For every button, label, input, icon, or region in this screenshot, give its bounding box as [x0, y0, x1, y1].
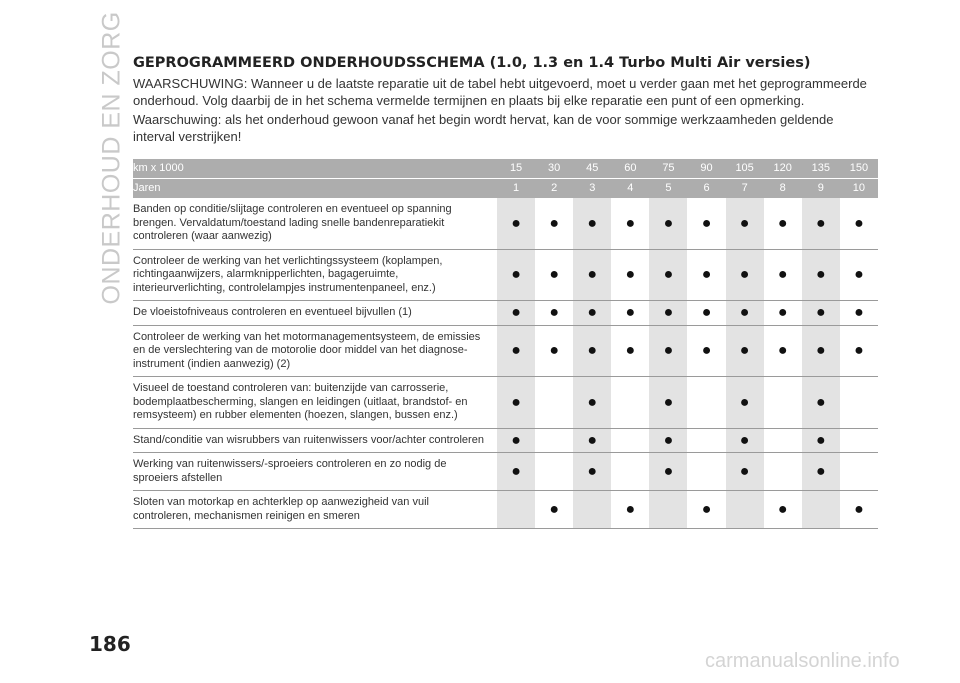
schedule-dot: ● — [687, 198, 725, 249]
section-label-text: ONDERHOUD EN ZORG — [97, 11, 126, 305]
task-description: Stand/conditie van wisrubbers van ruitenwissers voor/achter controleren — [133, 428, 497, 453]
schedule-dot: ● — [764, 325, 802, 377]
schedule-dot: ● — [726, 249, 764, 301]
schedule-dot: ● — [611, 249, 649, 301]
km-header-row — [133, 159, 878, 179]
schedule-dot: ● — [802, 249, 840, 301]
schedule-dot — [611, 377, 649, 429]
schedule-dot: ● — [573, 377, 611, 429]
km-header-row-value: 75 — [649, 159, 687, 179]
main-content — [133, 55, 878, 529]
schedule-dot: ● — [573, 325, 611, 377]
km-header-row-value: 135 — [802, 159, 840, 179]
schedule-dot: ● — [764, 301, 802, 326]
table-row — [133, 491, 878, 529]
km-header-row-value: 15 — [497, 159, 535, 179]
page-title: GEPROGRAMMEERD ONDERHOUDSSCHEMA (1.0, 1.3 en 1.4 Turbo Multi Air versies) — [133, 55, 811, 71]
schedule-dot — [687, 453, 725, 491]
km-header-row-value: 60 — [611, 159, 649, 179]
schedule-dot — [649, 491, 687, 529]
schedule-dot: ● — [649, 377, 687, 429]
years-header-row — [133, 179, 878, 199]
km-header-row-value: 45 — [573, 159, 611, 179]
schedule-dot: ● — [649, 249, 687, 301]
years-header-row-value: 5 — [649, 179, 687, 199]
schedule-dot: ● — [573, 428, 611, 453]
schedule-dot: ● — [802, 428, 840, 453]
schedule-dot: ● — [611, 325, 649, 377]
warning-text: WAARSCHUWING: Wanneer u de laatste reparatie uit de tabel hebt uitgevoerd, moet u verder gaan met het geprogrammeerde onderhoud. Volg daarbij de in het schema vermelde termijnen en plaats bij elke reparatie een punt of een opmerking. — [133, 76, 867, 108]
years-header-row-value: 6 — [687, 179, 725, 199]
task-description: De vloeistofniveaus controleren en eventueel bijvullen (1) — [133, 301, 497, 326]
task-description: Sloten van motorkap en achterklep op aanwezigheid van vuil controleren, mechanismen reinigen en smeren — [133, 491, 497, 529]
schedule-dot — [497, 491, 535, 529]
schedule-dot: ● — [687, 491, 725, 529]
schedule-dot: ● — [497, 301, 535, 326]
schedule-dot: ● — [840, 249, 878, 301]
task-description: Controleer de werking van het motormanagementsysteem, de emissies en de verslechtering van de motorolie door middel van het diagnose-instrument (indien aanwezig) (2) — [133, 325, 497, 377]
schedule-dot: ● — [802, 453, 840, 491]
schedule-dot: ● — [497, 453, 535, 491]
km-header-row-value: 105 — [726, 159, 764, 179]
years-header-row-value: 4 — [611, 179, 649, 199]
schedule-dot: ● — [726, 377, 764, 429]
schedule-dot: ● — [573, 249, 611, 301]
schedule-dot: ● — [535, 325, 573, 377]
schedule-dot: ● — [497, 198, 535, 249]
schedule-dot: ● — [840, 325, 878, 377]
schedule-dot: ● — [497, 428, 535, 453]
schedule-dot: ● — [764, 198, 802, 249]
schedule-dot: ● — [687, 249, 725, 301]
schedule-dot: ● — [649, 301, 687, 326]
table-row — [133, 249, 878, 301]
schedule-dot — [535, 428, 573, 453]
task-description: Banden op conditie/slijtage controleren en eventueel op spanning brengen. Vervaldatum/toestand lading snelle bandenreparatiekit controleren (waar aanwezig) — [133, 198, 497, 249]
schedule-dot — [611, 428, 649, 453]
schedule-dot — [840, 428, 878, 453]
schedule-dot — [726, 491, 764, 529]
schedule-dot: ● — [573, 301, 611, 326]
schedule-dot — [535, 377, 573, 429]
schedule-dot — [840, 377, 878, 429]
schedule-dot: ● — [573, 453, 611, 491]
years-header-row-value: 3 — [573, 179, 611, 199]
schedule-dot: ● — [535, 301, 573, 326]
schedule-dot: ● — [535, 198, 573, 249]
schedule-dot: ● — [802, 377, 840, 429]
task-description: Werking van ruitenwissers/-sproeiers controleren en zo nodig de sproeiers afstellen — [133, 453, 497, 491]
schedule-dot — [802, 491, 840, 529]
schedule-dot: ● — [840, 491, 878, 529]
years-header-row-value: 7 — [726, 179, 764, 199]
schedule-dot: ● — [802, 301, 840, 326]
years-header-row-value: 10 — [840, 179, 878, 199]
schedule-dot: ● — [726, 325, 764, 377]
schedule-dot — [535, 453, 573, 491]
schedule-dot: ● — [802, 325, 840, 377]
schedule-dot: ● — [535, 249, 573, 301]
table-row — [133, 325, 878, 377]
schedule-dot: ● — [802, 198, 840, 249]
schedule-dot: ● — [764, 249, 802, 301]
schedule-dot — [573, 491, 611, 529]
table-row — [133, 198, 878, 249]
schedule-dot: ● — [687, 325, 725, 377]
years-header-row-value: 8 — [764, 179, 802, 199]
schedule-dot: ● — [764, 491, 802, 529]
schedule-dot: ● — [687, 301, 725, 326]
page-number: 186 — [89, 632, 131, 656]
schedule-dot: ● — [649, 325, 687, 377]
years-header-row-value: 2 — [535, 179, 573, 199]
schedule-dot: ● — [573, 198, 611, 249]
years-header-row-value: 1 — [497, 179, 535, 199]
schedule-dot — [764, 377, 802, 429]
maintenance-schedule-table — [133, 159, 878, 529]
schedule-dot — [840, 453, 878, 491]
schedule-dot: ● — [535, 491, 573, 529]
schedule-dot: ● — [840, 301, 878, 326]
schedule-dot: ● — [726, 453, 764, 491]
schedule-dot: ● — [611, 198, 649, 249]
schedule-dot — [611, 453, 649, 491]
schedule-dot: ● — [497, 377, 535, 429]
schedule-dot: ● — [649, 198, 687, 249]
schedule-dot: ● — [726, 428, 764, 453]
km-header-row-value: 120 — [764, 159, 802, 179]
schedule-dot: ● — [497, 325, 535, 377]
years-header-row-value: 9 — [802, 179, 840, 199]
task-description: Visueel de toestand controleren van: buitenzijde van carrosserie, bodemplaatbescherming, slangen en leidingen (uitlaat, brandstof- en remsysteem) en rubber elementen (hoezen, slangen, bussen enz.) — [133, 377, 497, 429]
schedule-dot — [687, 377, 725, 429]
schedule-dot: ● — [726, 198, 764, 249]
watermark: carmanualsonline.info — [705, 650, 900, 672]
schedule-dot: ● — [611, 301, 649, 326]
table-row — [133, 301, 878, 326]
schedule-dot — [764, 453, 802, 491]
table-row — [133, 377, 878, 429]
years-header-row-label: Jaren — [133, 179, 497, 199]
section-label — [80, 10, 126, 305]
schedule-dot: ● — [726, 301, 764, 326]
km-header-row-value: 30 — [535, 159, 573, 179]
table-row — [133, 428, 878, 453]
km-header-row-label: km x 1000 — [133, 159, 497, 179]
schedule-dot: ● — [840, 198, 878, 249]
schedule-dot: ● — [649, 453, 687, 491]
km-header-row-value: 90 — [687, 159, 725, 179]
caution-text: Waarschuwing: als het onderhoud gewoon vanaf het begin wordt hervat, kan de voor sommige werkzaamheden geldende interval verstrijken! — [133, 112, 834, 144]
task-description: Controleer de werking van het verlichtingssysteem (koplampen, richtingaanwijzers, alarmknipperlichten, bagageruimte, interieurverlichting, controlelampjes instrumentenpaneel, enz.) — [133, 249, 497, 301]
schedule-dot: ● — [611, 491, 649, 529]
schedule-dot — [764, 428, 802, 453]
schedule-dot: ● — [497, 249, 535, 301]
km-header-row-value: 150 — [840, 159, 878, 179]
table-row — [133, 453, 878, 491]
table-body — [133, 159, 878, 529]
schedule-dot: ● — [649, 428, 687, 453]
schedule-dot — [687, 428, 725, 453]
